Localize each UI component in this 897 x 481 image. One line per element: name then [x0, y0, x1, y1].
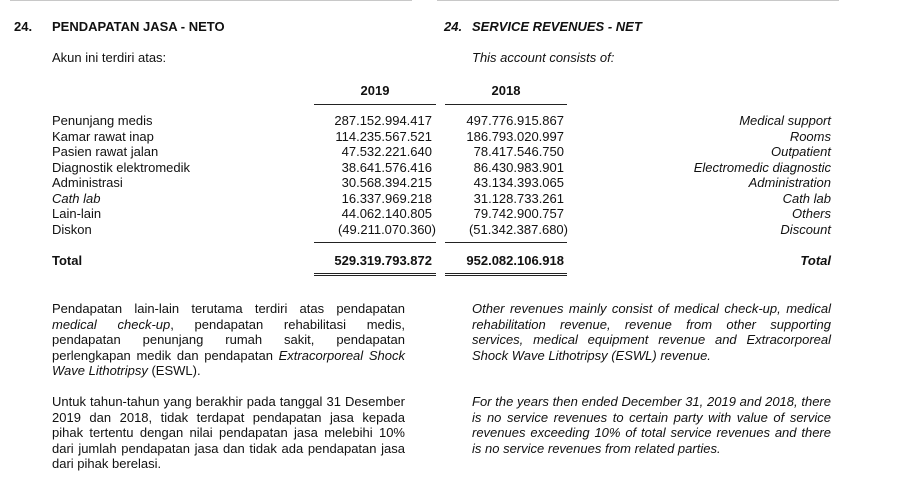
section-number-left: 24.	[14, 19, 33, 34]
row-value-2019: (49.211.070.360)	[337, 221, 436, 237]
row-label-en: Medical support	[739, 113, 831, 128]
row-label-en: Administration	[748, 175, 831, 190]
row-label-en: Cath lab	[782, 190, 831, 206]
total-value-2018: 952.082.106.918	[466, 253, 564, 268]
section-title-left: PENDAPATAN JASA - NETO	[52, 19, 225, 34]
row-value-2018: 43.134.393.065	[473, 175, 564, 190]
table-row	[0, 113, 897, 129]
row-value-2019: 16.337.969.218	[341, 190, 432, 206]
table-row	[0, 144, 897, 160]
row-label-id: Pasien rawat jalan	[52, 144, 159, 159]
row-value-2019: 30.568.394.215	[341, 175, 432, 190]
row-value-2018: 497.776.915.867	[466, 113, 564, 128]
row-label-en: Discount	[780, 221, 831, 237]
row-value-2019: 44.062.140.805	[341, 206, 432, 221]
row-value-2019: 114.235.567.521	[335, 128, 432, 144]
column-header-underline-2019	[314, 104, 436, 105]
para1-part-d: Extracorporeal Shock Wave Lithotripsy	[52, 347, 405, 378]
intro-left: Akun ini terdiri atas:	[52, 50, 167, 65]
row-label-en: Electromedic diagnostic	[693, 159, 831, 175]
row-label-id: Administrasi	[52, 175, 123, 190]
column-header-2019: 2019	[360, 83, 390, 98]
total-double-underline-2019	[314, 273, 436, 276]
column-header-underline-2018	[445, 104, 567, 105]
row-value-2018: 86.430.983.901	[473, 159, 564, 175]
para1-part-e: (ESWL).	[147, 363, 201, 378]
row-label-en: Others	[791, 206, 831, 221]
row-label-id: Lain-lain	[52, 206, 102, 221]
paragraph-other-revenues-en: Other revenues mainly consist of medical check-up, medical rehabilitation revenue, revenue from other supporting services, medical equipment revenue and Extracorporeal Shock Wave Lithotripsy (ESWL) revenue.	[472, 301, 831, 363]
section-title-right: SERVICE REVENUES - NET	[472, 19, 642, 34]
row-label-id: Kamar rawat inap	[52, 128, 154, 144]
row-label-en: Outpatient	[771, 144, 831, 159]
total-row	[0, 253, 897, 269]
total-label-id: Total	[52, 253, 83, 268]
row-label-id: Diagnostik elektromedik	[52, 159, 191, 175]
row-value-2018: (51.342.387.680)	[468, 221, 568, 237]
total-label-en: Total	[800, 253, 831, 268]
row-value-2018: 186.793.020.997	[466, 128, 564, 144]
column-header-2018: 2018	[491, 83, 521, 98]
table-row	[0, 175, 897, 191]
total-double-underline-2018	[445, 273, 567, 276]
row-value-2019: 287.152.994.417	[334, 113, 432, 128]
top-rule-right	[437, 0, 839, 1]
row-label-id: Diskon	[52, 221, 92, 237]
subtotal-underline-2018	[445, 242, 567, 243]
row-value-2019: 38.641.576.416	[341, 159, 432, 175]
para1-part-a: Pendapatan lain-lain terutama terdiri atas pendapatan	[52, 301, 405, 316]
row-value-2018: 79.742.900.757	[473, 206, 564, 221]
row-label-id: Cath lab	[52, 190, 101, 206]
para1-part-c: , pendapatan rehabilitasi medis, pendapatan penunjang rumah sakit, pendapatan perlengkapan medik dan pendapatan	[52, 316, 406, 363]
para1-part-b: medical check-up	[52, 316, 171, 332]
intro-right: This account consists of:	[472, 50, 615, 65]
total-value-2019: 529.319.793.872	[334, 253, 432, 268]
table-row	[0, 222, 897, 238]
subtotal-underline-2019	[314, 242, 436, 243]
top-rule-left	[10, 0, 412, 1]
row-value-2019: 47.532.221.640	[341, 144, 432, 159]
row-value-2018: 78.417.546.750	[473, 144, 564, 159]
row-value-2018: 31.128.733.261	[473, 190, 564, 206]
paragraph-related-parties-en: For the years then ended December 31, 2019 and 2018, there is no service revenues to certain party with value of service revenues exceeding 10% of total service revenues and there is no service revenues from related parties.	[472, 394, 831, 456]
table-row	[0, 191, 897, 207]
paragraph-related-parties-id: Untuk tahun-tahun yang berakhir pada tanggal 31 Desember 2019 dan 2018, tidak terdapat pendapatan jasa kepada pihak tertentu dengan nilai pendapatan jasa melebihi 10% dari jumlah pendapatan jasa dan tidak ada pendapatan jasa dari pihak berelasi.	[52, 394, 405, 471]
table-row	[0, 129, 897, 145]
row-label-en: Rooms	[789, 128, 831, 144]
row-label-id: Penunjang medis	[52, 113, 153, 128]
table-row	[0, 206, 897, 222]
table-row	[0, 160, 897, 176]
section-number-right: 24.	[444, 19, 463, 34]
paragraph-other-revenues-id	[52, 301, 405, 379]
